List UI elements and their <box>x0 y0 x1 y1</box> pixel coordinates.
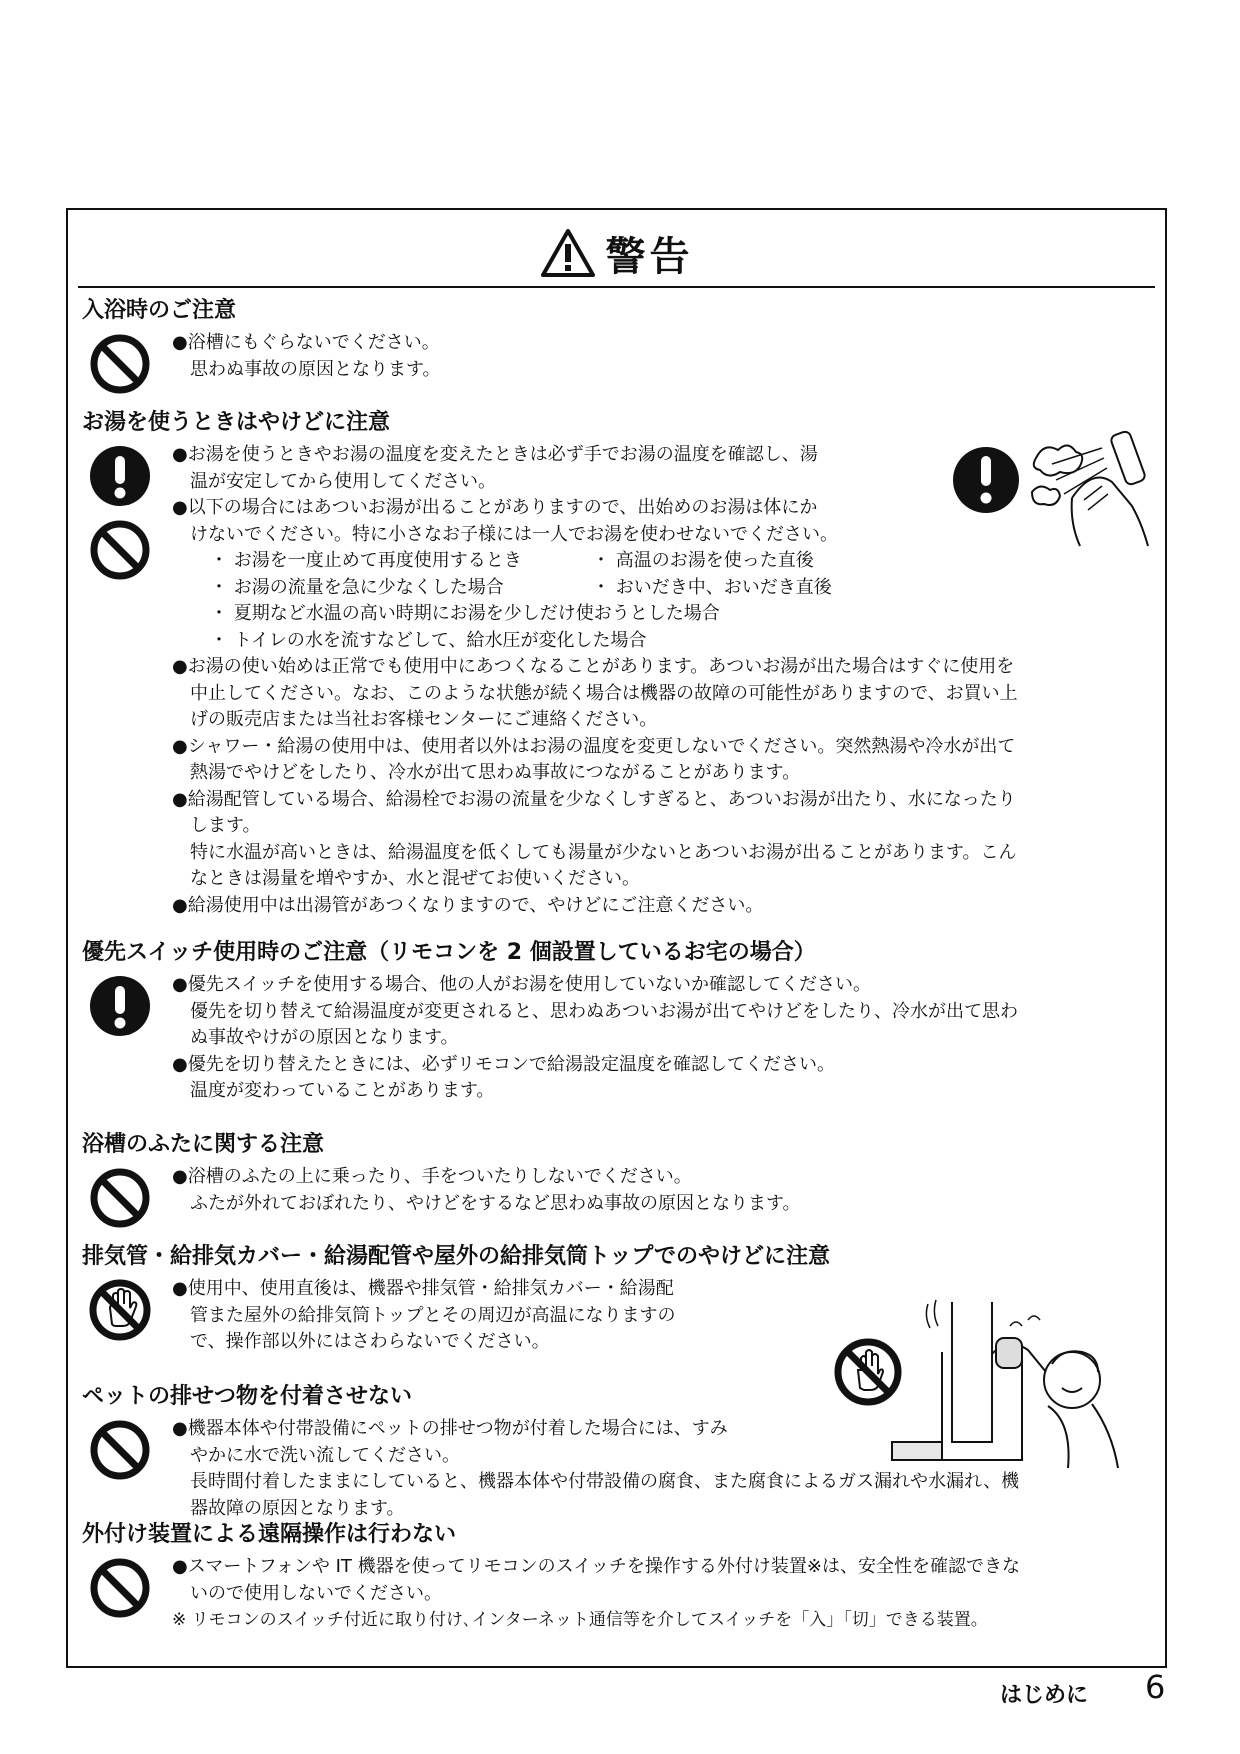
bullet-line: ●浴槽にもぐらないでください。 <box>172 332 440 353</box>
text-line: げの販売店または当社お客様センターにご連絡ください。 <box>190 709 658 730</box>
section-bath-lid <box>82 1130 1151 1214</box>
text-line: やかに水で洗い流してください。 <box>190 1444 460 1466</box>
prohibition-icon <box>88 332 152 396</box>
footnote-line: ※ リモコンのスイッチ付近に取り付け､インターネット通信等を介してスイッチを「入」「切」できる装置。 <box>172 1610 988 1630</box>
text-line: 優先を切り替えて給湯温度が変更されると、思わぬあついお湯が出てやけどをしたり、冷水が出て思わ <box>190 1000 1018 1022</box>
text-line: けないでください。特に小さなお子様には一人でお湯を使わせないでください。 <box>190 523 838 545</box>
bullet-line: ●優先を切り替えたときには、必ずリモコンで給湯設定温度を確認してください。 <box>172 1053 835 1075</box>
text-line: ぬ事故やけがの原因となります。 <box>190 1027 459 1048</box>
section-pet-waste <box>82 1382 1151 1519</box>
bullet-line: ●優先スイッチを使用する場合、他の人がお湯を使用していないか確認してください。 <box>172 974 871 995</box>
mandatory-icon <box>88 444 152 508</box>
prohibition-icon <box>88 518 152 582</box>
section-exhaust-burn <box>82 1242 1151 1352</box>
text-line: 熱湯でやけどをしたり、冷水が出て思わぬ事故につながることがあります。 <box>190 762 801 783</box>
prohibition-icon <box>88 1418 152 1482</box>
section-title: 優先スイッチ使用時のご注意（リモコンを 2 個設置しているお宅の場合） <box>82 940 816 965</box>
warning-box <box>66 208 1167 1668</box>
section-title: ペットの排せつ物を付着させない <box>82 1384 413 1409</box>
page-number: 6 <box>1145 1668 1166 1706</box>
section-title: 外付け装置による遠隔操作は行わない <box>82 1522 457 1547</box>
bullet-line: ●給湯使用中は出湯管があつくなりますので、やけどにご注意ください。 <box>172 894 764 916</box>
text-line: 長時間付着したままにしていると、機器本体や付帯設備の腐食、また腐食によるガス漏れや水漏れ、機 <box>190 1471 1020 1492</box>
bullet-line: ●シャワー・給湯の使用中は、使用者以外はお湯の温度を変更しないでください。突然熱湯や冷水が出て <box>172 735 1016 757</box>
warning-title: 警告 <box>605 233 694 280</box>
text-line: 特に水温が高いときは、給湯温度を低くしても湯量が少ないとあついお湯が出ることがあります。こん <box>190 841 1017 863</box>
text-line: 思わぬ事故の原因となります。 <box>190 358 441 380</box>
bullet-line: ●浴槽のふたの上に乗ったり、手をついたりしないでください。 <box>172 1166 692 1187</box>
section-title: 入浴時のご注意 <box>82 298 237 323</box>
text-line: 温が安定してから使用してください。 <box>190 470 496 492</box>
bullet-line: ●お湯を使うときやお湯の温度を変えたときは必ず手でお湯の温度を確認し、湯 <box>172 444 818 465</box>
section-title: 浴槽のふたに関する注意 <box>82 1132 325 1157</box>
text-line: なときは湯量を増やすか、水と混ぜてお使いください。 <box>190 868 640 889</box>
sub-item-row: ・ お湯の流量を急に少なくした場合 ・ おいだき中、おいだき直後 <box>210 576 832 598</box>
text-line: 温度が変わっていることがあります。 <box>190 1080 495 1101</box>
sub-item-row: ・ お湯を一度止めて再度使用するとき ・ 高温のお湯を使った直後 <box>210 550 814 571</box>
section-remote-device <box>82 1520 1151 1630</box>
section-bathing <box>82 296 1151 380</box>
section-title: お湯を使うときはやけどに注意 <box>82 410 391 435</box>
sub-item-row: ・ 夏期など水温の高い時期にお湯を少しだけ使おうとした場合 <box>210 603 720 624</box>
bullet-line: ●以下の場合にはあついお湯が出ることがありますので、出始めのお湯は体にか <box>172 497 818 518</box>
prohibition-icon <box>88 1556 152 1620</box>
text-line: ふたが外れておぼれたり、やけどをするなど思わぬ事故の原因となります。 <box>190 1192 801 1214</box>
mandatory-icon <box>88 974 152 1038</box>
section-title: 排気管・給排気カバー・給湯配管や屋外の給排気筒トップでのやけどに注意 <box>82 1244 831 1269</box>
bullet-line: ●お湯の使い始めは正常でも使用中にあつくなることがあります。あついお湯が出た場合はすぐに使用を <box>172 656 1015 677</box>
warning-header <box>78 220 1155 288</box>
text-line: 器故障の原因となります。 <box>190 1497 405 1519</box>
warning-triangle-icon <box>540 228 596 278</box>
shower-hand-illustration <box>952 428 1162 548</box>
text-line: します。 <box>190 815 261 836</box>
text-line: 中止してください。なお、このような状態が続く場合は機器の故障の可能性がありますので、お買い上 <box>190 682 1018 704</box>
text-line: いので使用しないでください。 <box>190 1582 442 1604</box>
footer-section-label: はじめに <box>1000 1683 1089 1708</box>
prohibition-icon <box>88 1166 152 1230</box>
do-not-touch-icon <box>88 1278 152 1342</box>
bullet-line: ●使用中、使用直後は、機器や排気管・給排気カバー・給湯配 <box>172 1278 674 1299</box>
bullet-line: ●スマートフォンや IT 機器を使ってリモコンのスイッチを操作する外付け装置※は、安全性を確認できな <box>172 1556 1021 1577</box>
text-line: 管また屋外の給排気筒トップとその周辺が高温になりますの <box>190 1304 676 1326</box>
section-hot-water <box>82 408 1151 916</box>
bullet-line: ●給湯配管している場合、給湯栓でお湯の流量を少なくしすぎると、あついお湯が出たり、水になったり <box>172 788 1016 810</box>
sub-item-row: ・ トイレの水を流すなどして、給水圧が変化した場合 <box>210 629 647 651</box>
text-line: で、操作部以外にはさわらないでください。 <box>190 1331 550 1352</box>
bullet-line: ●機器本体や付帯設備にペットの排せつ物が付着した場合には、すみ <box>172 1418 728 1439</box>
section-priority-switch <box>82 938 1151 1101</box>
